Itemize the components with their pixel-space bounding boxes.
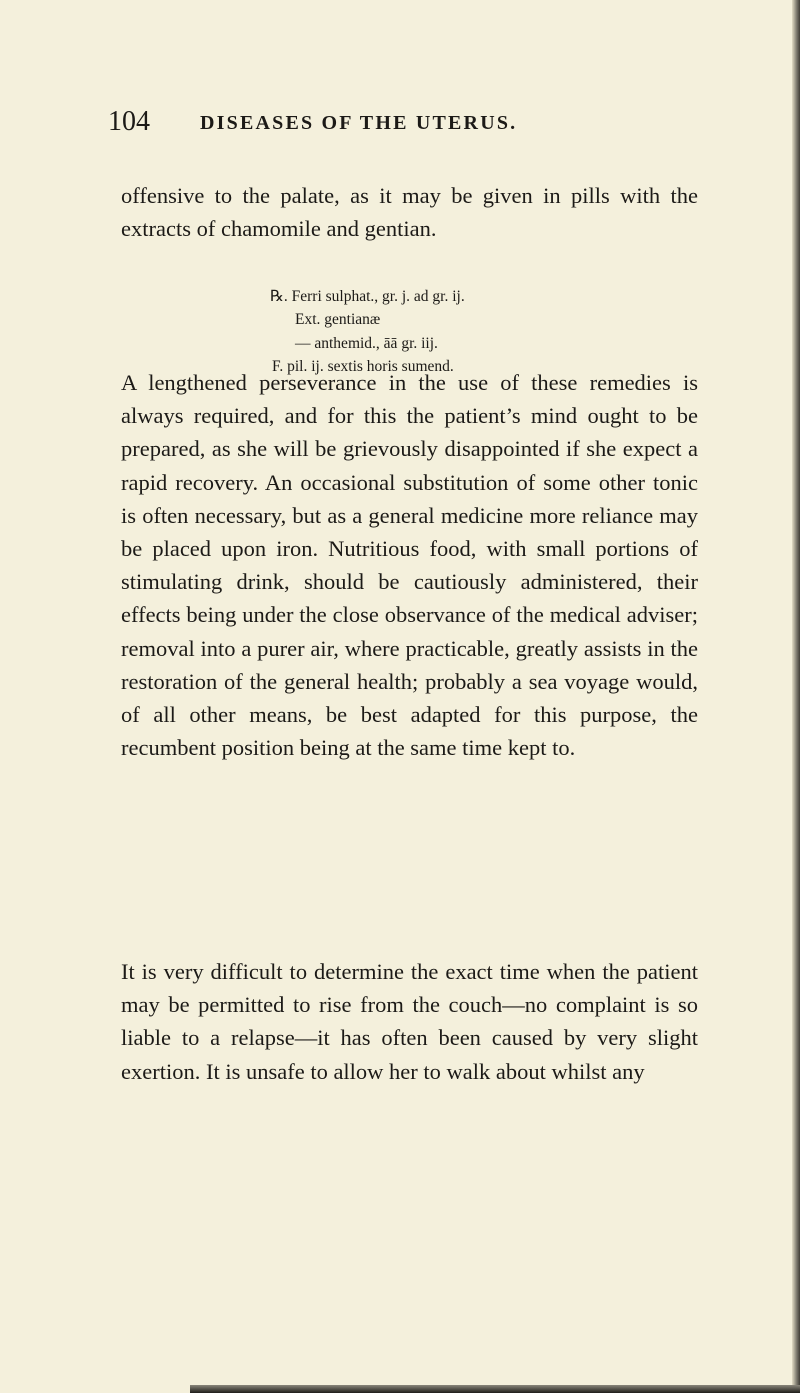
prescription-line-3: — anthemid., āā gr. iij. xyxy=(295,334,438,352)
page-header xyxy=(108,104,698,144)
paragraph-2: A lengthened perseverance in the use of these remedies is always required, and for this the patient’s mind ought to be prepared, as she will be grievously disappointed if she expect a rapid recovery. An occasional substitution of some other tonic is often necessary, but as a general medicine more reliance may be placed upon iron. Nutritious food, with small portions of stimulating drink, should be cautiously administered, their effects being under the close observance of the medical adviser; removal into a purer air, where practicable, greatly assists in the restoration of the general health; probably a sea voyage would, of all other means, be best adapted for this purpose, the recumbent position being at the same time kept to. xyxy=(121,370,698,761)
running-head: DISEASES OF THE UTERUS. xyxy=(200,112,518,134)
page-number: 104 xyxy=(108,106,150,137)
page-bottom-shadow xyxy=(190,1385,800,1393)
paragraph-3: It is very difficult to determine the exact time when the patient may be permitted to rise from the couch—no complaint is so liable to a relapse—it has often been caused by very slight exertion. It is unsafe to allow her to walk about whilst any xyxy=(121,959,698,1084)
prescription xyxy=(270,285,465,378)
paragraph-1: offensive to the palate, as it may be given in pills with the extracts of chamomile and gentian. xyxy=(121,183,698,242)
prescription-line-4: F. pil. ij. sextis horis sumend. xyxy=(272,357,454,375)
prescription-line-1: ℞. Ferri sulphat., gr. j. ad gr. ij. xyxy=(270,288,465,305)
page-edge-shadow xyxy=(792,0,800,1393)
prescription-line-2: Ext. gentianæ xyxy=(295,311,381,329)
